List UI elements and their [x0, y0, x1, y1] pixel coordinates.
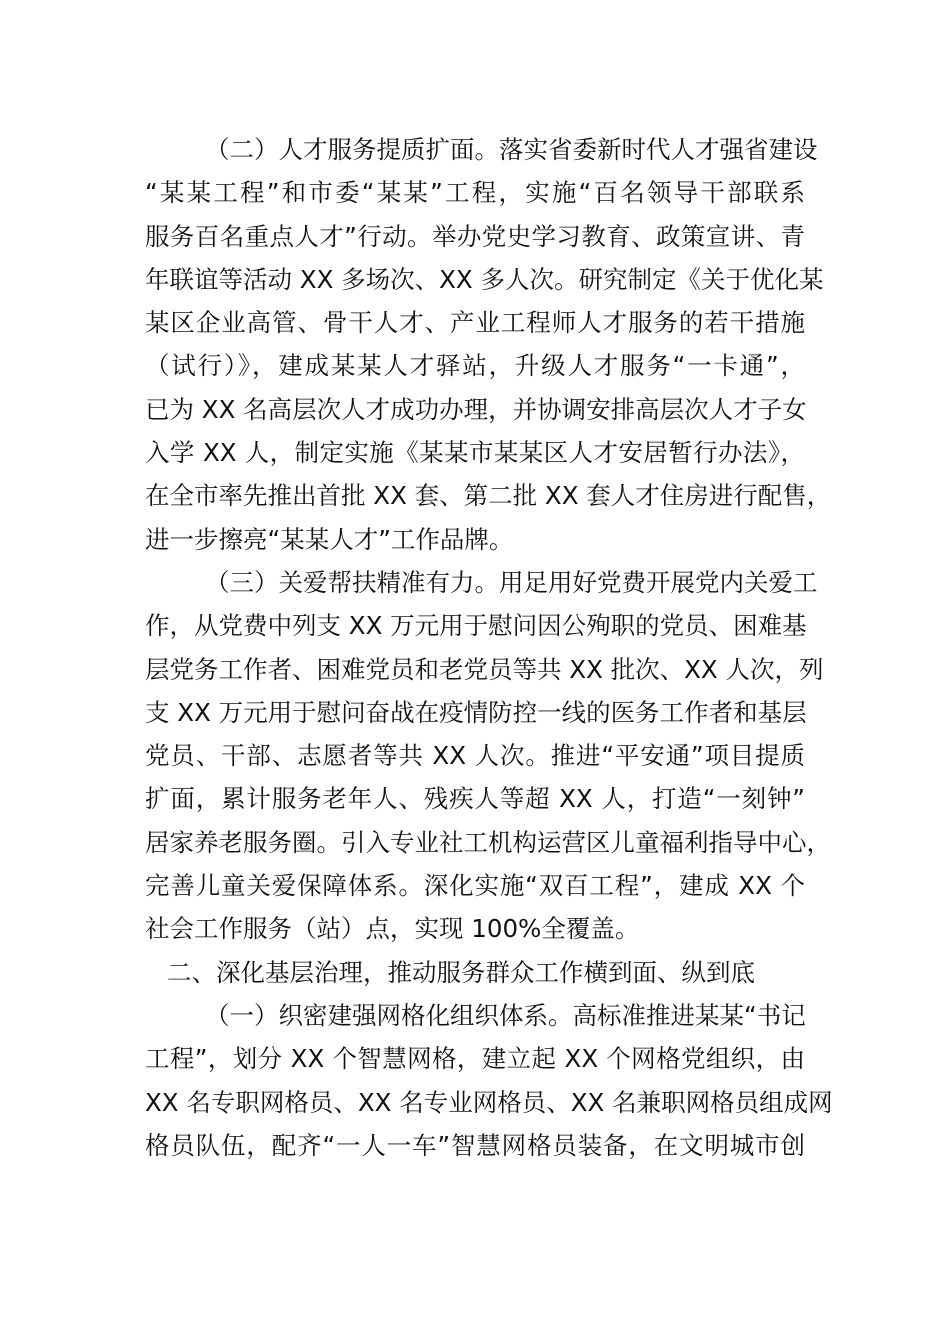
text-line: 工程”，划分 XX 个智慧网格，建立起 XX 个网格党组织，由	[145, 1044, 805, 1074]
text-line: 扩面，累计服务老年人、残疾人等超 XX 人，打造“一刻钟”	[145, 784, 805, 814]
text-line: XX 名专职网格员、XX 名专业网格员、XX 名兼职网格员组成网	[145, 1087, 833, 1117]
text-line: 入学 XX 人，制定实施《某某市某某区人才安居暂行办法》，	[145, 438, 805, 468]
text-line: （二）人才服务提质扩面。落实省委新时代人才强省建设	[205, 135, 818, 164]
paragraph	[145, 128, 832, 561]
text-line: 作，从党费中列支 XX 万元用于慰问因公殉职的党员、困难基	[145, 611, 807, 641]
text-line: （三）关爱帮扶精准有力。用足用好党费开展党内关爱工	[205, 567, 818, 597]
text-line: 已为 XX 名高层次人才成功办理，并协调安排高层次人才子女	[145, 394, 807, 424]
text-line: 格员队伍，配齐“一人一车”智慧网格员装备，在文明城市创	[145, 1130, 805, 1160]
text-line: （试行）》，建成某某人才驿站，升级人才服务“一卡通”，	[145, 351, 805, 381]
text-line: 居家养老服务圈。引入专业社工机构运营区儿童福利指导中心，	[145, 827, 831, 857]
paragraph	[145, 994, 833, 1167]
text-line: 党员、干部、志愿者等共 XX 人次。推进“平安通”项目提质	[145, 741, 805, 771]
document-body	[145, 128, 833, 1167]
text-line: 年联谊等活动 XX 多场次、XX 多人次。研究制定《关于优化某	[145, 264, 824, 294]
paragraph	[145, 561, 831, 951]
text-line: 层党务工作者、困难党员和老党员等共 XX 批次、XX 人次，列	[145, 654, 824, 684]
text-line: 社会工作服务（站）点，实现 100%全覆盖。	[145, 914, 640, 944]
text-line: 某区企业高管、骨干人才、产业工程师人才服务的若干措施	[145, 308, 805, 338]
text-line: 二、深化基层治理，推动服务群众工作横到面、纵到底	[167, 957, 755, 987]
text-line: （一）织密建强网格化组织体系。高标准推进某某“书记	[205, 1000, 806, 1030]
text-line: 服务百名重点人才”行动。举办党史学习教育、政策宣讲、青	[145, 221, 805, 251]
text-line: 完善儿童关爱保障体系。深化实施“双百工程”，建成 XX 个	[145, 871, 805, 901]
text-line: 支 XX 万元用于慰问奋战在疫情防控一线的医务工作者和基层	[145, 697, 807, 727]
section-heading	[145, 951, 805, 994]
text-line: “某某工程”和市委“某某”工程，实施“百名领导干部联系	[145, 178, 805, 208]
text-line: 进一步擦亮“某某人才”工作品牌。	[145, 524, 514, 554]
text-line: 在全市率先推出首批 XX 套、第二批 XX 套人才住房进行配售，	[145, 481, 832, 511]
